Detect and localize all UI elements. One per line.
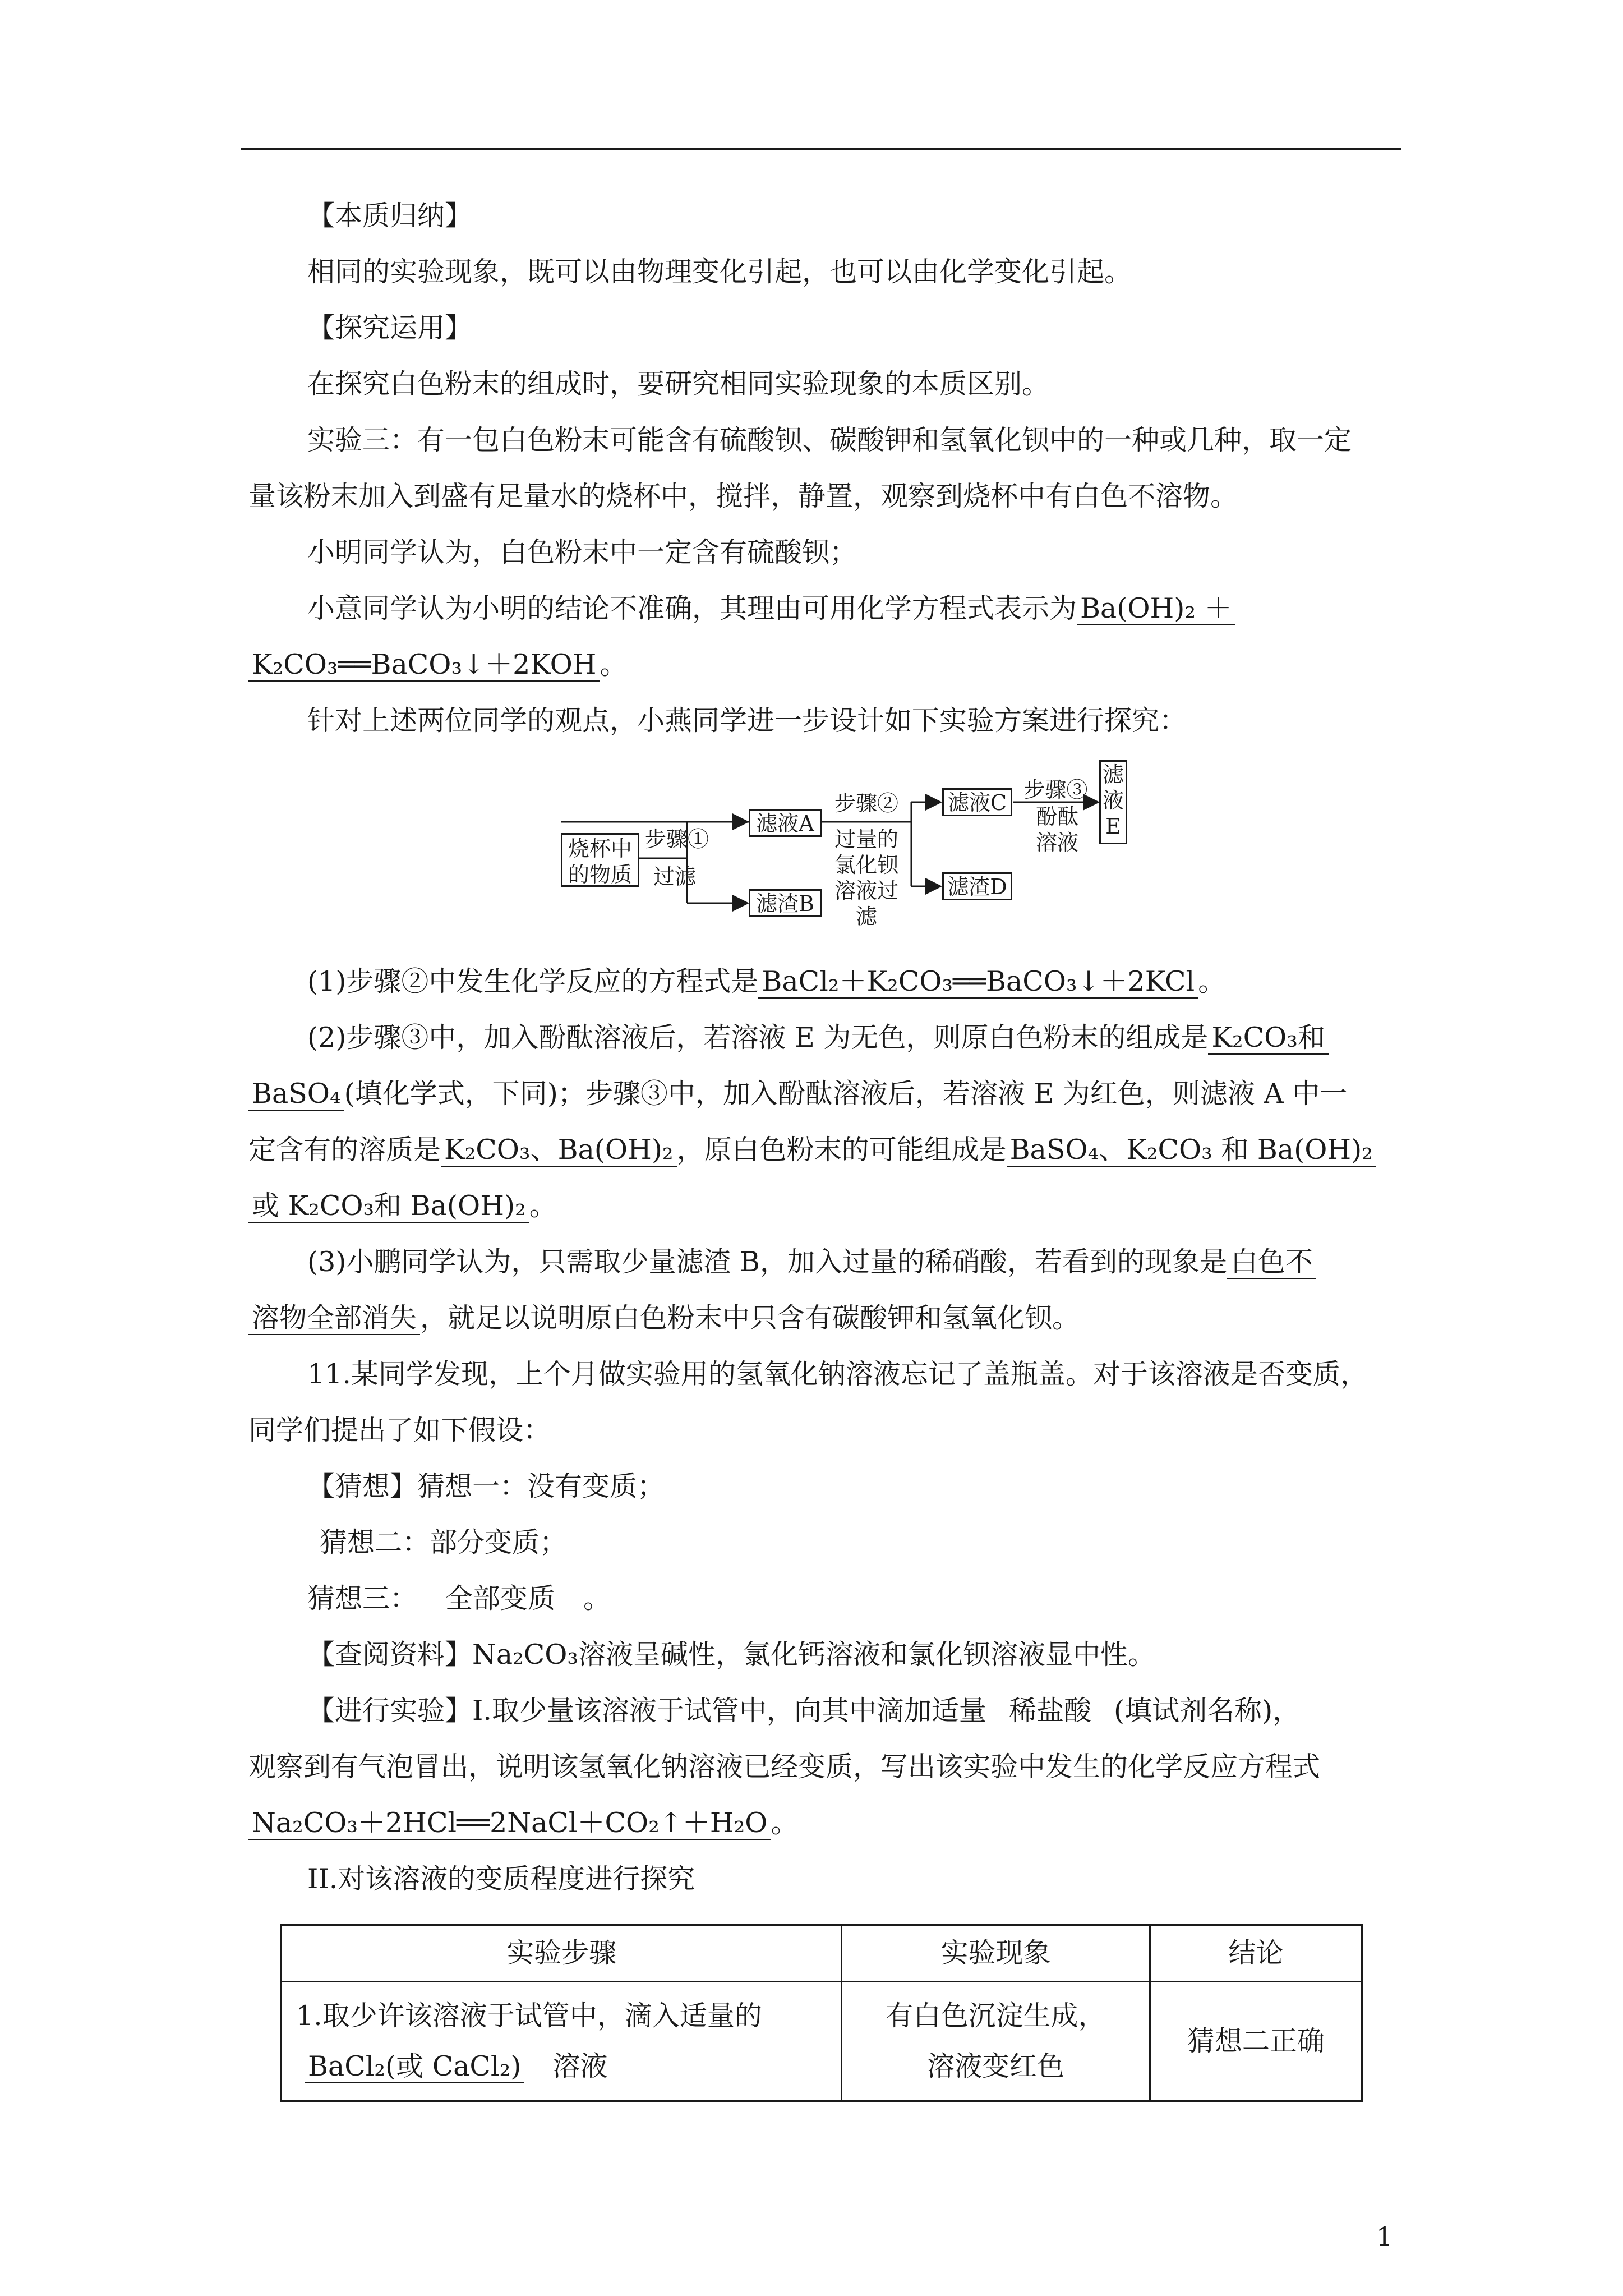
answer-blank: BaCl₂(或 CaCl₂) bbox=[305, 2050, 524, 2083]
text: (2)步骤③中，加入酚酞溶液后，若溶液 E 为无色，则原白色粉末的组成是 bbox=[307, 1022, 1209, 1053]
table-cell bbox=[842, 1982, 1150, 2101]
paragraph bbox=[248, 648, 628, 682]
answer-blank: BaSO₄ bbox=[248, 1078, 344, 1111]
question-2-cont bbox=[248, 1133, 1376, 1167]
reference-info: 【查阅资料】Na₂CO₃溶液呈碱性，氯化钙溶液和氯化钡溶液显中性。 bbox=[307, 1639, 1156, 1671]
text: 。 bbox=[583, 1582, 611, 1614]
text: 【进行实验】I.取少量该溶液于试管中，向其中滴加适量 bbox=[307, 1695, 986, 1727]
box-filtrate-e: 滤液E bbox=[1099, 760, 1127, 844]
section-heading-summary: 【本质归纳】 bbox=[307, 200, 473, 232]
text: ，原白色粉末的可能组成是 bbox=[676, 1134, 1007, 1166]
experiment-table bbox=[280, 1924, 1363, 2102]
text: (填化学式，下同)；步骤③中，加入酚酞溶液后，若溶液 E 为红色，则滤液 A 中一 bbox=[344, 1078, 1348, 1110]
page-number: 1 bbox=[1376, 2221, 1393, 2252]
text: ，就足以说明原白色粉末中只含有碳酸钾和氢氧化钡。 bbox=[420, 1302, 1080, 1334]
box-residue-b: 滤渣B bbox=[749, 889, 822, 917]
label-step2: 步骤② bbox=[834, 791, 898, 816]
label-step3: 步骤③ bbox=[1023, 777, 1088, 802]
table-header: 结论 bbox=[1150, 1925, 1362, 1982]
answer-blank: 稀盐酸 bbox=[1008, 1695, 1091, 1727]
question-3-cont bbox=[248, 1301, 1080, 1335]
text: 。 bbox=[529, 1190, 557, 1222]
paragraph: 针对上述两位同学的观点，小燕同学进一步设计如下实验方案进行探究： bbox=[307, 705, 1187, 737]
question-2-cont bbox=[248, 1189, 557, 1223]
experiment-1-cont: 观察到有气泡冒出，说明该氢氧化钠溶液已经变质，写出该实验中发生的化学反应方程式 bbox=[248, 1751, 1321, 1783]
answer-blank: Na₂CO₃＋2HCl══2NaCl＋CO₂↑＋H₂O bbox=[248, 1807, 771, 1840]
table-cell bbox=[282, 1982, 842, 2101]
table-row bbox=[282, 1982, 1362, 2101]
text: (3)小鹏同学认为，只需取少量滤渣 B，加入过量的稀硝酸，若看到的现象是 bbox=[307, 1246, 1227, 1278]
answer-blank: 全部变质 bbox=[445, 1582, 556, 1614]
box-residue-d: 滤渣D bbox=[942, 872, 1012, 900]
hypothesis-1: 【猜想】猜想一：没有变质； bbox=[307, 1470, 665, 1502]
text: 。 bbox=[600, 648, 628, 680]
header-rule bbox=[241, 148, 1401, 150]
table-header: 实验步骤 bbox=[282, 1925, 842, 1982]
answer-blank: 白色不 bbox=[1227, 1246, 1316, 1279]
answer-blank: Ba(OH)₂ ＋ bbox=[1077, 592, 1235, 625]
text bbox=[296, 2041, 841, 2092]
text: 溶液变红色 bbox=[926, 2050, 1064, 2082]
paragraph: 相同的实验现象，既可以由物理变化引起，也可以由化学变化引起。 bbox=[307, 256, 1132, 288]
section-heading-apply: 【探究运用】 bbox=[307, 312, 473, 344]
question-1 bbox=[307, 965, 1225, 999]
answer-blank: K₂CO₃和 bbox=[1208, 1022, 1329, 1055]
question-2-cont bbox=[248, 1077, 1347, 1111]
problem-11-cont: 同学们提出了如下假设： bbox=[248, 1414, 551, 1446]
label-step2-reagent: 过量的氯化钡溶液过滤 bbox=[834, 827, 898, 929]
text: (1)步骤②中发生化学反应的方程式是 bbox=[307, 965, 759, 997]
experiment-2: II.对该溶液的变质程度进行探究 bbox=[307, 1863, 695, 1895]
answer-blank: 或 K₂CO₃和 Ba(OH)₂ bbox=[248, 1190, 529, 1223]
flow-diagram bbox=[561, 754, 1155, 940]
answer-blank: K₂CO₃、Ba(OH)₂ bbox=[441, 1134, 677, 1167]
text: 有白色沉淀生成， bbox=[886, 2000, 1106, 2032]
answer-blank: BaSO₄、K₂CO₃ 和 Ba(OH)₂ bbox=[1007, 1134, 1376, 1167]
problem-11: 11.某同学发现，上个月做实验用的氢氧化钠溶液忘记了盖瓶盖。对于该溶液是否变质， bbox=[307, 1358, 1368, 1390]
text: 1.取少许该溶液于试管中，滴入适量的 bbox=[296, 2000, 762, 2032]
text: 小意同学认为小明的结论不准确，其理由可用化学方程式表示为 bbox=[307, 592, 1077, 624]
text: 。 bbox=[1198, 965, 1226, 997]
box-filtrate-a: 滤液A bbox=[749, 809, 822, 837]
text: 猜想三： bbox=[307, 1582, 418, 1614]
text: 定含有的溶质是 bbox=[248, 1134, 441, 1166]
question-3 bbox=[307, 1245, 1316, 1279]
table-cell: 猜想二正确 bbox=[1150, 1982, 1362, 2101]
paragraph: 小明同学认为，白色粉末中一定含有硫酸钡； bbox=[307, 536, 857, 568]
hypothesis-3 bbox=[307, 1582, 611, 1616]
paragraph: 在探究白色粉末的组成时，要研究相同实验现象的本质区别。 bbox=[307, 368, 1050, 400]
label-step1-filter: 过滤 bbox=[653, 864, 697, 889]
paragraph bbox=[307, 592, 1235, 625]
experiment-1 bbox=[307, 1694, 1300, 1728]
table-header-row bbox=[282, 1925, 1362, 1982]
table-header: 实验现象 bbox=[842, 1925, 1150, 1982]
box-filtrate-c: 滤液C bbox=[942, 788, 1012, 816]
text: 溶液 bbox=[552, 2050, 608, 2082]
answer-blank: BaCl₂＋K₂CO₃══BaCO₃↓＋2KCl bbox=[758, 965, 1198, 999]
text: (填试剂名称)， bbox=[1113, 1695, 1301, 1727]
answer-blank: 溶物全部消失 bbox=[248, 1302, 420, 1335]
hypothesis-2: 猜想二：部分变质； bbox=[320, 1526, 568, 1558]
answer-blank: K₂CO₃══BaCO₃↓＋2KOH bbox=[248, 648, 600, 682]
experiment-1-equation bbox=[248, 1806, 798, 1840]
box-beaker-contents: 烧杯中的物质 bbox=[561, 833, 639, 887]
question-2 bbox=[307, 1021, 1329, 1055]
text: 。 bbox=[771, 1807, 799, 1839]
label-step1: 步骤① bbox=[645, 827, 709, 852]
paragraph: 实验三：有一包白色粉末可能含有硫酸钡、碳酸钾和氢氧化钡中的一种或几种，取一定 bbox=[307, 424, 1352, 456]
paragraph: 量该粉末加入到盛有足量水的烧杯中，搅拌，静置，观察到烧杯中有白色不溶物。 bbox=[248, 480, 1238, 512]
label-step3-reagent: 酚酞溶液 bbox=[1035, 804, 1078, 855]
